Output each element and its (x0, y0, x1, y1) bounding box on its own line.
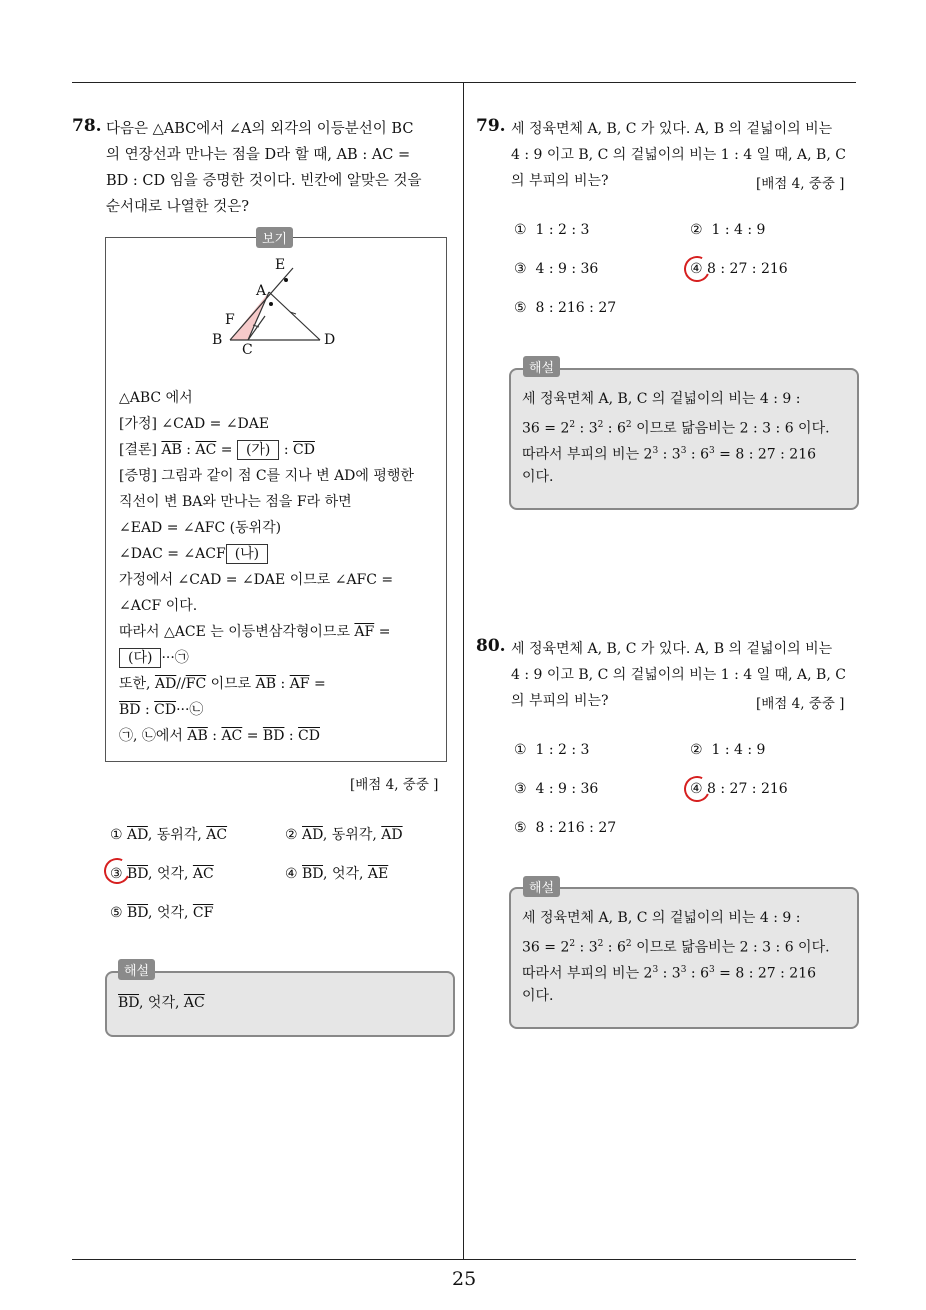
blank-na: (나) (226, 544, 268, 564)
q79-number: 79. (476, 116, 506, 136)
q80-explanation-line-3: 따라서 부피의 비는 $2^3$ : $3^3$ : $6^3 = 8$ : 27 : 216 (522, 965, 817, 982)
answer-mark-icon (680, 252, 713, 285)
q79-choice-1[interactable]: ① 1 : 2 : 3 (514, 222, 590, 238)
q78-choice-4[interactable]: ④ $\overline{BD}$, 엇각, $\overline{AE}$ (285, 866, 389, 882)
q78-example-label: 보기 (256, 227, 293, 248)
q79-choice-2[interactable]: ② 1 : 4 : 9 (690, 222, 766, 238)
label-e: E (275, 257, 286, 273)
q78-line-4: 순서대로 나열한 것은? (106, 199, 250, 215)
q79-choice-3[interactable]: ③ 4 : 9 : 36 (514, 261, 599, 277)
proof-line-10: 따라서 △ACE 는 이등변삼각형이므로 $\overline{AF}$ = (119, 624, 391, 640)
q78-choice-2[interactable]: ② $\overline{AD}$, 동위각, $\overline{AD}$ (285, 827, 403, 843)
q79-choice-5[interactable]: ⑤ 8 : 216 : 27 (514, 300, 617, 316)
label-a: A (256, 283, 267, 299)
q79-explanation-line-2: $36 = 2^2$ : $3^2$ : $6^2$ 이므로 닮음비는 2 : 3 : 6 이다. (522, 420, 830, 437)
q80-choice-4[interactable]: ④ 8 : 27 : 216 (690, 781, 788, 797)
q79-points: [배점 4, 중중 ] (756, 176, 845, 192)
proof-line-12: 또한, $\overline{AD}//\overline{FC}$ 이므로 $\overline{AB}$ : $\overline{AF}$ = (119, 676, 326, 692)
proof-line-5: 직선이 변 BA와 만나는 점을 F라 하면 (119, 494, 352, 510)
q78-choice-3[interactable]: ③ $\overline{BD}$, 엇각, $\overline{AC}$ (110, 866, 214, 882)
q80-points: [배점 4, 중중 ] (756, 696, 845, 712)
q80-explanation-line-2: $36 = 2^2$ : $3^2$ : $6^2$ 이므로 닮음비는 2 : 3 : 6 이다. (522, 939, 830, 956)
proof-line-8: 가정에서 ∠CAD = ∠DAE 이므로 ∠AFC = (119, 572, 394, 588)
q79-explanation-line-4: 이다. (522, 469, 554, 485)
q79-explanation-line-1: 세 정육면체 A, B, C 의 겉넓이의 비는 4 : 9 : (522, 391, 801, 407)
q80-line-1: 세 정육면체 A, B, C 가 있다. A, B 의 겉넓이의 비는 (511, 641, 833, 657)
q79-explanation-line-3: 따라서 부피의 비는 $2^3$ : $3^3$ : $6^3 = 8$ : 27 : 216 (522, 446, 817, 463)
proof-line-11: (다) ···㉠ (119, 645, 189, 671)
page-number: 25 (452, 1268, 477, 1290)
proof-line-13: $\overline{BD}$ : $\overline{CD}\cdot\cdot\cdot㉡$ (119, 702, 204, 718)
q80-choice-5[interactable]: ⑤ 8 : 216 : 27 (514, 820, 617, 836)
proof-line-6: ∠EAD = ∠AFC (동위각) (119, 520, 282, 536)
q78-explanation-text: $\overline{BD}$, 엇각, $\overline{AC}$ (118, 995, 205, 1011)
q80-explanation-label: 해설 (523, 876, 560, 897)
bottom-rule (72, 1259, 856, 1260)
q78-number: 78. (72, 116, 102, 136)
q79-choice-4[interactable]: ④ 8 : 27 : 216 (690, 261, 788, 277)
proof-line-9: ∠ACF 이다. (119, 598, 198, 614)
angle-dot (284, 278, 288, 282)
q79-line-1: 세 정육면체 A, B, C 가 있다. A, B 의 겉넓이의 비는 (511, 121, 833, 137)
q79-line-3: 의 부피의 비는? (511, 173, 609, 189)
angle-dot (269, 302, 273, 306)
proof-line-7: ∠DAC = ∠ACF (나) (119, 541, 268, 567)
blank-ga: (가) (237, 440, 279, 460)
answer-mark-icon (680, 772, 713, 805)
q80-number: 80. (476, 636, 506, 656)
q80-choice-1[interactable]: ① 1 : 2 : 3 (514, 742, 590, 758)
q78-choice-1[interactable]: ① $\overline{AD}$, 동위각, $\overline{AC}$ (110, 827, 228, 843)
proof-line-3: [결론] $\overline{AB}$ : $\overline{AC}$ = (가) : $\overline{CD}$ (119, 442, 315, 458)
q80-choice-3[interactable]: ③ 4 : 9 : 36 (514, 781, 599, 797)
proof-line-4: [증명] 그림과 같이 점 C를 지나 변 AD에 평행한 (119, 468, 414, 484)
proof-line-14: ㉠, ㉡에서 $\overline{AB}$ : $\overline{AC} = \overline{BD}$ : $\overline{CD}$ (119, 728, 320, 744)
q78-line-3: BD : CD 임을 증명한 것이다. 빈칸에 알맞은 것을 (106, 173, 422, 189)
q80-choice-2[interactable]: ② 1 : 4 : 9 (690, 742, 766, 758)
column-divider (463, 82, 464, 1260)
proof-line-2: [가정] ∠CAD = ∠DAE (119, 416, 270, 432)
q80-line-2: 4 : 9 이고 B, C 의 겉넓이의 비는 1 : 4 일 때, A, B, C (511, 667, 846, 683)
q78-line-1: 다음은 △ABC에서 ∠A의 외각의 이등분선이 BC (106, 121, 414, 137)
q79-explanation-label: 해설 (523, 356, 560, 377)
q78-choice-5[interactable]: ⑤ $\overline{BD}$, 엇각, $\overline{CF}$ (110, 905, 214, 921)
proof-line-1: △ABC 에서 (119, 390, 193, 406)
label-b: B (212, 332, 223, 348)
label-f: F (225, 312, 235, 328)
label-d: D (324, 332, 336, 348)
q79-line-2: 4 : 9 이고 B, C 의 겉넓이의 비는 1 : 4 일 때, A, B, C (511, 147, 846, 163)
segment-be (230, 268, 293, 340)
q80-line-3: 의 부피의 비는? (511, 693, 609, 709)
q78-points: [배점 4, 중중 ] (350, 777, 439, 793)
label-c: C (242, 342, 253, 358)
q80-explanation-line-1: 세 정육면체 A, B, C 의 겉넓이의 비는 4 : 9 : (522, 910, 801, 926)
q78-explanation-label: 해설 (118, 959, 155, 980)
q80-explanation-line-4: 이다. (522, 988, 554, 1004)
blank-da: (다) (119, 648, 161, 668)
q78-line-2: 의 연장선과 만나는 점을 D라 할 때, AB : AC = (106, 147, 411, 163)
top-rule (72, 82, 856, 83)
segment-ad (269, 292, 320, 340)
